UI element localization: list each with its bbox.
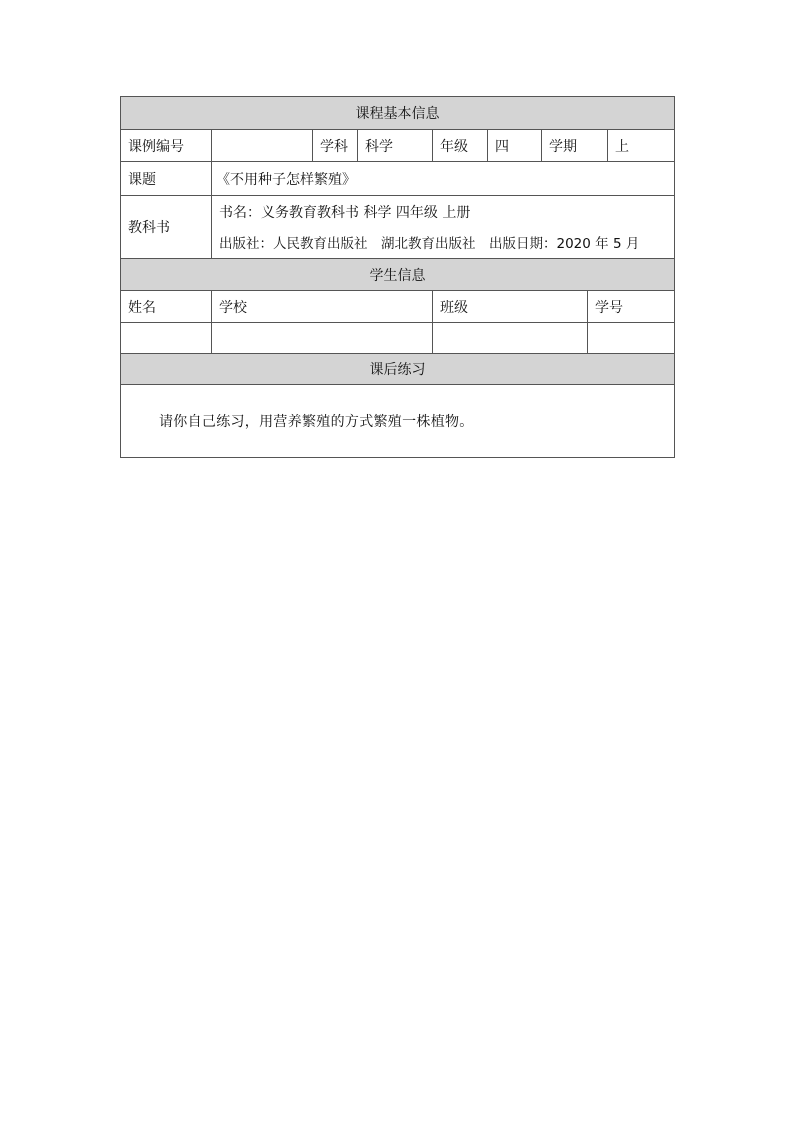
textbook-publisher: 出版社：人民教育出版社 湖北教育出版社 出版日期：2020 年 5 月 bbox=[219, 236, 640, 252]
student-class-label: 班级 bbox=[440, 299, 468, 316]
student-name-field[interactable] bbox=[121, 323, 211, 353]
student-number-label: 学号 bbox=[595, 299, 623, 316]
course-form-table bbox=[120, 96, 675, 458]
grade-label: 年级 bbox=[440, 138, 468, 155]
student-class-field[interactable] bbox=[433, 323, 587, 353]
student-info-header: 学生信息 bbox=[121, 259, 674, 290]
student-name-label: 姓名 bbox=[128, 299, 156, 316]
subject-value: 科学 bbox=[365, 138, 393, 155]
term-label: 学期 bbox=[549, 138, 577, 155]
textbook-label: 教科书 bbox=[128, 220, 170, 236]
student-school-label: 学校 bbox=[219, 299, 247, 316]
homework-text: 请你自己练习，用营养繁殖的方式繁殖一株植物。 bbox=[159, 414, 474, 430]
homework-header: 课后练习 bbox=[121, 354, 674, 384]
textbook-title: 书名：义务教育教科书 科学 四年级 上册 bbox=[219, 205, 471, 221]
lesson-id-value bbox=[212, 130, 312, 161]
subject-label: 学科 bbox=[320, 138, 348, 155]
topic-label: 课题 bbox=[128, 171, 156, 188]
student-number-field[interactable] bbox=[588, 323, 674, 353]
lesson-id-label: 课例编号 bbox=[128, 138, 184, 155]
term-value: 上 bbox=[615, 138, 629, 155]
row-divider bbox=[121, 258, 674, 259]
course-info-header: 课程基本信息 bbox=[121, 97, 674, 129]
student-school-field[interactable] bbox=[212, 323, 432, 353]
row-divider bbox=[121, 353, 674, 354]
topic-value: 《不用种子怎样繁殖》 bbox=[216, 171, 356, 188]
grade-value: 四 bbox=[495, 138, 509, 155]
